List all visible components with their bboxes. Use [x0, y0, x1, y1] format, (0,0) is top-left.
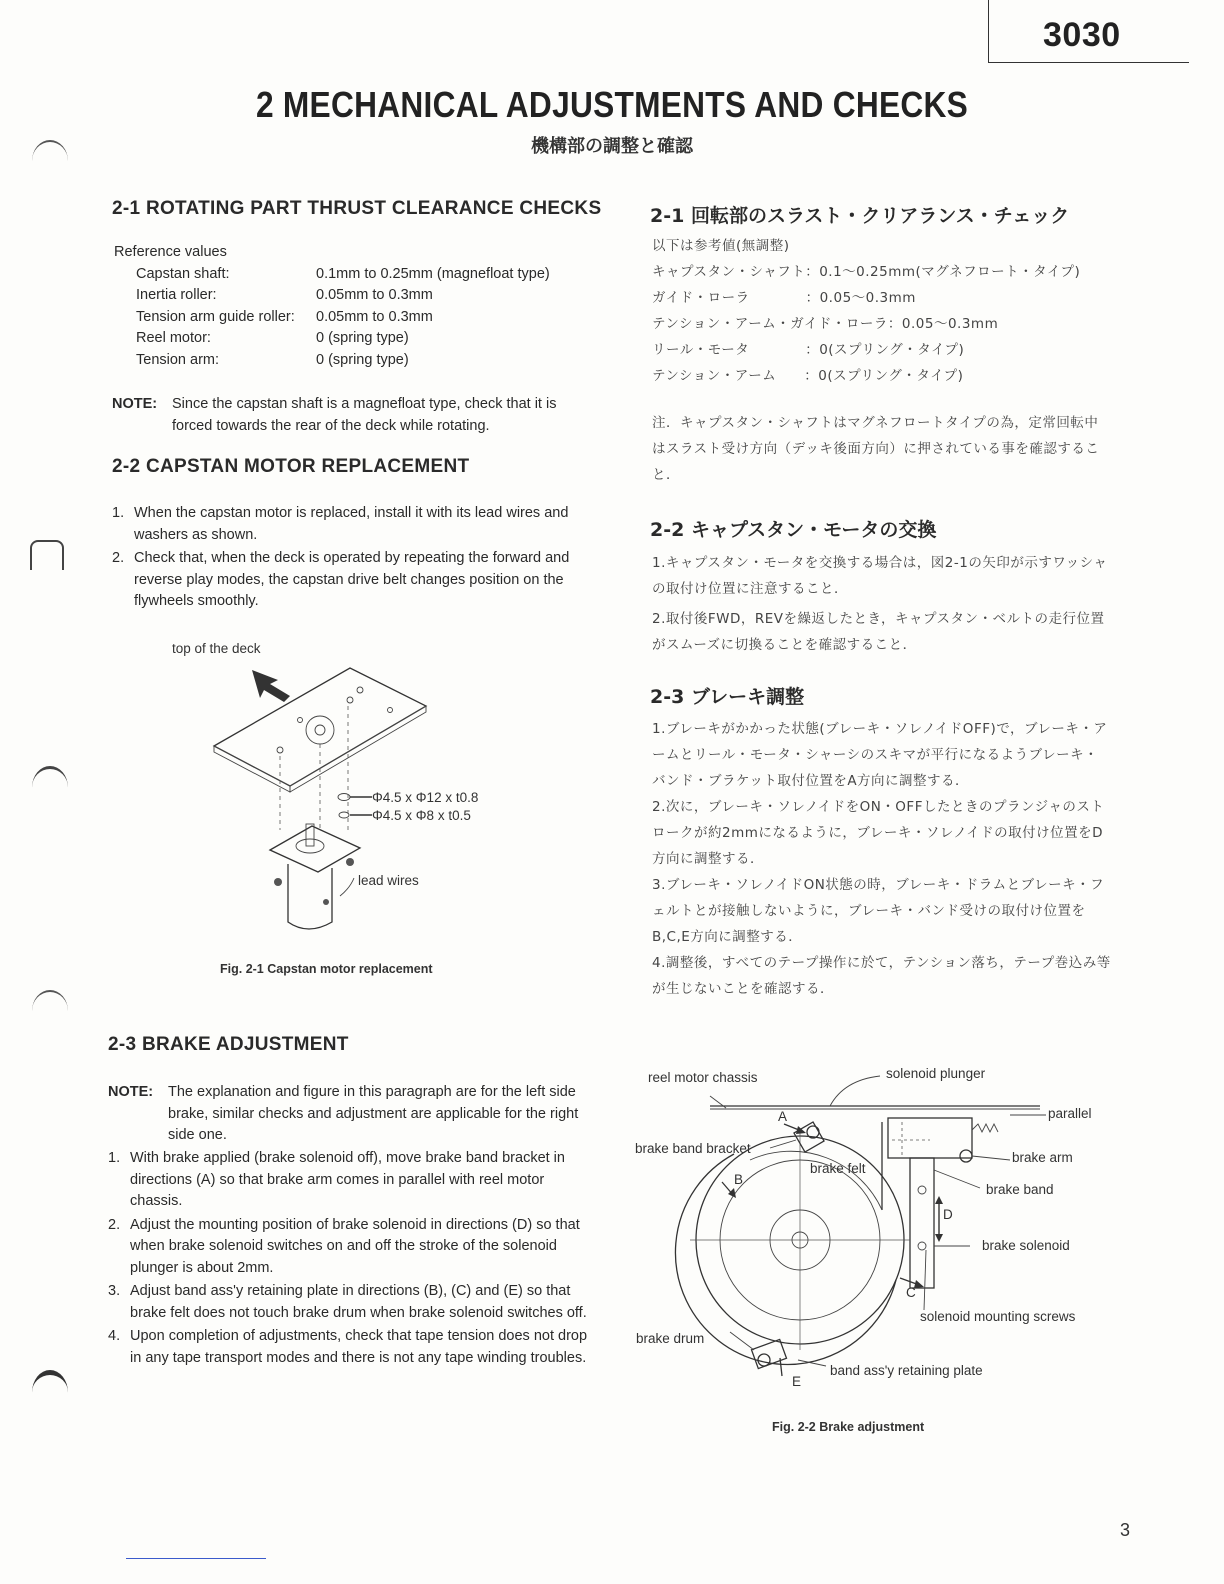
section-2-2-list [112, 503, 596, 615]
section-2-2-heading: 2-2 CAPSTAN MOTOR REPLACEMENT [112, 456, 470, 477]
list-number: 3. [108, 1283, 121, 1299]
reference-key: Tension arm guide roller: [136, 308, 295, 325]
washer-icon [339, 812, 349, 818]
note-text: The explanation and figure in this paragraph are for the left side brake, similar checks and adjustment are applicable for the right side one. [168, 1084, 579, 1143]
binder-mark-2 [30, 540, 64, 570]
section-2-1-heading: 2-1 ROTATING PART THRUST CLEARANCE CHECKS [112, 198, 602, 219]
label-letter-a: A [778, 1109, 788, 1124]
list-number: 2. [108, 1216, 121, 1233]
reference-values-title: Reference values [114, 244, 227, 260]
list-text: Upon completion of adjustments, check that tape tension does not drop in any tape transport modes and there is not any tape winding troubles. [130, 1328, 588, 1366]
list-number: 1. [108, 1150, 121, 1166]
list-text: With brake applied (brake solenoid off), move brake band bracket in directions (A) so that brake arm comes in parallel with reel motor chassis. [130, 1150, 565, 1209]
jp-list-item: 3.ブレーキ・ソレノイドON状態の時，ブレーキ・ドラムとブレーキ・フェルトとが接触しないように，ブレーキ・バンド受けの取付け位置をB,C,E方向に調整する． [652, 877, 1105, 945]
section-2-3-japanese-body [652, 716, 1112, 1002]
label-brake-drum: brake drum [636, 1331, 705, 1346]
jp-list-item: 2.取付後FWD，REVを繰返したとき，キャプスタン・ベルトの走行位置がスムーズに切換ることを確認すること． [652, 611, 1105, 653]
jp-list-item: 2.次に，ブレーキ・ソレノイドをON・OFFしたときのプランジャのストロークが約2mmになるように，ブレーキ・ソレノイドの取付け位置をD方向に調整する． [652, 799, 1105, 867]
fig1-label-lead-wires: lead wires [358, 873, 419, 888]
brake-arm-pivot [960, 1150, 972, 1162]
jp-line: リール・モータ ：0(スプリング・タイプ) [652, 342, 965, 358]
label-brake-felt: brake felt [810, 1161, 866, 1176]
label-brake-band: brake band [986, 1182, 1054, 1197]
mounting-screws-pointer [924, 1250, 926, 1310]
screw-hole [357, 687, 363, 693]
reference-key: Reel motor: [136, 330, 211, 346]
lead-wire-terminal [274, 878, 282, 886]
jp-list-item: 1.ブレーキがかかった状態(ブレーキ・ソレノイドOFF)で，ブレーキ・アームとリール・モータ・シャーシのスキマが平行になるようブレーキ・バンド・ブラケット取付位置をA方向に調整する． [652, 721, 1108, 789]
fig1-label-top-of-deck: top of the deck [172, 641, 261, 656]
jp-line: テンション・アーム ：0(スプリング・タイプ) [652, 368, 964, 384]
plate-screw [758, 1354, 770, 1366]
binder-mark-4 [32, 990, 68, 1032]
fig2-caption: Fig. 2-2 Brake adjustment [772, 1420, 925, 1434]
arrow-head [935, 1234, 943, 1242]
list-item [108, 1281, 596, 1324]
solenoid-screw [918, 1242, 926, 1250]
screw-hole [277, 747, 283, 753]
list-number: 1. [112, 505, 125, 521]
capstan-motor-figure [200, 660, 540, 940]
model-number: 3030 [1043, 16, 1121, 54]
jp-list-item: 4.調整後，すべてのテープ操作に於て，テンション落ち，テープ巻込み等が生じないことを確認する． [652, 955, 1111, 997]
reference-value: 0.1mm to 0.25mm (magnefloat type) [316, 265, 550, 282]
reference-value: 0.05mm to 0.3mm [316, 308, 433, 325]
fig1-label-washer-2: Φ4.5 x Φ8 x t0.5 [372, 808, 471, 823]
brake-solenoid [910, 1158, 934, 1288]
page-title-japanese: 機構部の調整と確認 [531, 136, 693, 157]
section-2-1-heading-japanese: 2-1 回転部のスラスト・クリアランス・チェック [650, 205, 1070, 227]
label-reel-motor-chassis: reel motor chassis [648, 1070, 758, 1085]
label-parallel: parallel [1048, 1106, 1092, 1121]
jp-line: テンション・アーム・ガイド・ローラ：0.05～0.3mm [652, 316, 999, 332]
deck-plate-edge [290, 706, 426, 792]
list-number: 4. [108, 1328, 121, 1344]
list-item [108, 1148, 596, 1213]
binder-mark-5 [32, 1370, 68, 1415]
bracket-pointer [770, 1140, 796, 1148]
label-letter-d: D [943, 1207, 953, 1222]
binder-mark-3 [32, 766, 68, 809]
motor-screw [323, 899, 329, 905]
section-2-3-list [108, 1148, 596, 1371]
label-band-retaining-plate: band ass'y retaining plate [830, 1363, 983, 1378]
note-label: NOTE: [112, 396, 158, 412]
reference-value: 0.05mm to 0.3mm [316, 287, 433, 303]
direction-arrow [252, 670, 290, 702]
section-2-3-heading-japanese: 2-3 ブレーキ調整 [650, 686, 805, 708]
reference-row [136, 350, 594, 372]
section-2-1-japanese-note: 注．キャプスタン・シャフトはマグネフロートタイプの為，定常回転中はスラスト受け方向（デッキ後面方向）に押されている事を確認すること． [652, 415, 1100, 483]
reference-key: Inertia roller: [136, 287, 217, 303]
arrow-head [935, 1196, 943, 1204]
brake-adjustment-figure [630, 1060, 1110, 1400]
page-number: 3 [1120, 1520, 1131, 1540]
lead-wire-terminal [346, 858, 354, 866]
motor-hole [306, 716, 334, 744]
reference-value: 0 (spring type) [316, 330, 409, 346]
screw-hole [298, 718, 303, 723]
spring [972, 1124, 998, 1132]
list-item [112, 548, 596, 613]
note-label: NOTE: [108, 1084, 154, 1100]
list-text: Adjust band ass'y retaining plate in directions (B), (C) and (E) so that brake felt does not touch brake drum when brake solenoid switches off. [130, 1283, 587, 1321]
label-letter-c: C [906, 1285, 916, 1300]
reference-key: Capstan shaft: [136, 265, 230, 282]
brake-band-pointer [934, 1170, 980, 1188]
reference-row [136, 264, 594, 286]
brake-arm-pointer [972, 1156, 1010, 1160]
brake-band [675, 1154, 896, 1364]
screw-hole [347, 697, 353, 703]
lead-wire-pointer [340, 878, 354, 896]
section-2-3-note [108, 1082, 596, 1147]
solenoid-screw [918, 1186, 926, 1194]
reference-key: Tension arm: [136, 351, 220, 368]
reference-value: 0 (spring type) [316, 351, 409, 368]
reference-values-table [114, 264, 594, 372]
section-2-3-heading: 2-3 BRAKE ADJUSTMENT [108, 1034, 349, 1055]
section-2-1-japanese-body [652, 233, 1122, 389]
motor-flange [270, 826, 360, 872]
motor-hole-center [315, 725, 325, 735]
list-item [112, 503, 596, 546]
jp-line: キャプスタン・シャフト：0.1～0.25mm(マグネフロート・タイプ) [652, 264, 1081, 280]
screw-hole [388, 708, 393, 713]
jp-line: 以下は参考値(無調整) [652, 238, 790, 254]
list-item [108, 1326, 596, 1369]
plunger-pointer [830, 1076, 880, 1106]
list-text: When the capstan motor is replaced, install it with its lead wires and washers as shown. [134, 505, 569, 543]
list-item [108, 1215, 596, 1280]
page-title: 2 MECHANICAL ADJUSTMENTS AND CHECKS [255, 84, 969, 125]
section-2-1-note [112, 394, 596, 437]
list-number: 2. [112, 550, 125, 566]
drum-pointer [730, 1332, 754, 1350]
label-solenoid-mounting-screws: solenoid mounting screws [920, 1309, 1076, 1324]
label-brake-band-bracket: brake band bracket [635, 1141, 751, 1156]
brake-arm [888, 1118, 972, 1158]
label-letter-b: B [734, 1172, 744, 1187]
reference-row [136, 328, 594, 350]
section-2-2-heading-japanese: 2-2 キャプスタン・モータの交換 [650, 519, 937, 541]
bottom-rule [126, 1558, 266, 1559]
reference-row [136, 285, 594, 307]
label-solenoid-plunger: solenoid plunger [886, 1066, 986, 1081]
fig1-label-washer-1: Φ4.5 x Φ12 x t0.8 [372, 790, 479, 805]
list-text: Adjust the mounting position of brake solenoid in directions (D) so that when brake solenoid switches on and off the stroke of the solenoid plunger is about 2mm. [130, 1216, 580, 1276]
reference-row [136, 307, 594, 329]
section-2-2-japanese-body [652, 550, 1112, 658]
label-letter-e: E [792, 1374, 802, 1389]
jp-line: ガイド・ローラ ：0.05～0.3mm [652, 290, 916, 306]
label-brake-solenoid: brake solenoid [982, 1238, 1070, 1253]
reference-values [114, 242, 594, 371]
jp-list-item: 1.キャプスタン・モータを交換する場合は，図2-1の矢印が示すワッシャの取付け位置に注意すること． [652, 555, 1108, 597]
list-text: Check that, when the deck is operated by repeating the forward and reverse play modes, the capstan drive belt changes position on the flywheels smoothly. [134, 550, 570, 609]
motor-body [288, 864, 332, 929]
label-brake-arm: brake arm [1012, 1150, 1073, 1165]
fig1-caption: Fig. 2-1 Capstan motor replacement [220, 962, 433, 976]
note-text: Since the capstan shaft is a magnefloat type, check that it is forced towards the rear of the deck while rotating. [172, 396, 557, 434]
